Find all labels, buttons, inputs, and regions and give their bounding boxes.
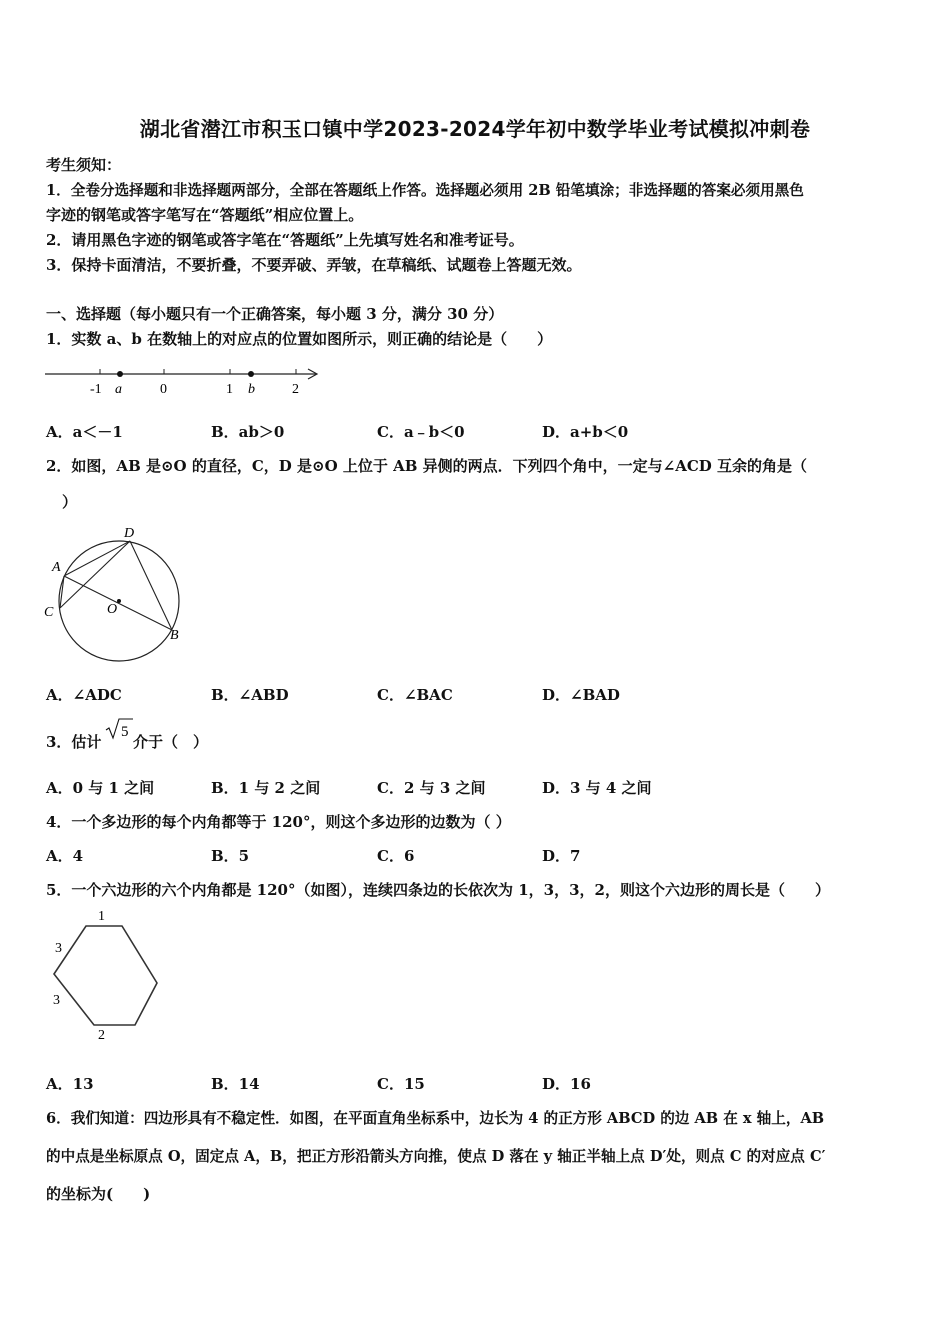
sqrt-5-expression [104, 716, 134, 742]
number-line-figure [40, 360, 330, 400]
q2-option-d[interactable]: D．∠BAD [542, 686, 620, 704]
q5-option-b[interactable]: B．14 [211, 1075, 260, 1093]
label-b: b [248, 382, 255, 397]
q2-option-c[interactable]: C．∠BAC [377, 686, 453, 704]
q1-option-a[interactable]: A．a＜－1 [46, 423, 123, 441]
side-label-left-1: 3 [55, 941, 62, 956]
chord-db [130, 541, 172, 630]
label-D: D [124, 526, 135, 541]
question-4-stem: 4．一个多边形的每个内角都等于 120°，则这个多边形的边数为（ ） [46, 813, 511, 831]
q4-option-d[interactable]: D．7 [542, 847, 581, 865]
q5-option-a[interactable]: A．13 [46, 1075, 94, 1093]
radical-sign-icon [106, 719, 133, 738]
tick-label-0: 0 [160, 382, 167, 397]
question-6-line-2: 的中点是坐标原点 O，固定点 A，B，把正方形沿箭头方向推，使点 D 落在 y 轴正半轴上点 D′处，则点 C 的对应点 C′ [46, 1148, 826, 1165]
question-1-stem: 1．实数 a、b 在数轴上的对应点的位置如图所示，则正确的结论是（ ） [46, 330, 553, 348]
q5-option-d[interactable]: D．16 [542, 1075, 591, 1093]
q1-option-b[interactable]: B．ab＞0 [211, 423, 285, 441]
q4-option-b[interactable]: B．5 [211, 847, 250, 865]
notice-line-2: 2．请用黑色字迹的钢笔或答字笔在“答题纸”上先填写姓名和准考证号。 [46, 231, 524, 249]
label-O: O [107, 602, 118, 617]
question-2-stem: 2．如图，AB 是⊙O 的直径，C，D 是⊙O 上位于 AB 异侧的两点．下列四个角中，一定与∠ACD 互余的角是（ [46, 457, 807, 475]
notice-line-3: 3．保持卡面清洁，不要折叠，不要弄破、弄皱，在草稿纸、试题卷上答题无效。 [46, 256, 582, 274]
chord-cd [60, 541, 130, 608]
point-b [248, 371, 254, 377]
question-3-pre: 3．估计 [46, 733, 102, 751]
notice-line-1b: 字迹的钢笔或答字笔写在“答题纸”相应位置上。 [46, 206, 364, 224]
label-a: a [115, 382, 122, 397]
diameter-ab [64, 576, 172, 630]
page-title: 湖北省潜江市积玉口镇中学2023-2024学年初中数学毕业考试模拟冲刺卷 [139, 117, 811, 141]
q1-option-d[interactable]: D．a+b＜0 [542, 423, 629, 441]
q3-option-a[interactable]: A．0 与 1 之间 [46, 779, 155, 797]
question-2-stem-end: ） [62, 493, 78, 511]
side-label-bottom: 2 [98, 1028, 105, 1043]
circle-figure [40, 520, 200, 670]
side-label-left-2: 3 [53, 993, 60, 1008]
q5-option-c[interactable]: C．15 [377, 1075, 425, 1093]
q3-option-c[interactable]: C．2 与 3 之间 [377, 779, 486, 797]
label-A: A [52, 560, 61, 575]
q4-option-c[interactable]: C．6 [377, 847, 415, 865]
tick-label-minus1: -1 [90, 382, 102, 397]
question-5-stem: 5．一个六边形的六个内角都是 120°（如图），连续四条边的长依次为 1，3，3，2，则这个六边形的周长是（ ） [46, 881, 830, 899]
tick-label-1: 1 [226, 382, 233, 397]
notice-line-1a: 1．全卷分选择题和非选择题两部分，全部在答题纸上作答。选择题必须用 2B 铅笔填涂；非选择题的答案必须用黑色 [46, 182, 804, 199]
hexagon-figure [44, 905, 162, 1045]
tick-label-2: 2 [292, 382, 299, 397]
label-C: C [44, 605, 54, 620]
side-label-top: 1 [98, 909, 105, 924]
section-heading: 一、选择题（每小题只有一个正确答案，每小题 3 分，满分 30 分） [46, 305, 504, 323]
question-6-line-1: 6．我们知道：四边形具有不稳定性．如图，在平面直角坐标系中，边长为 4 的正方形 ABCD 的边 AB 在 x 轴上，AB [46, 1110, 825, 1127]
center-o [117, 599, 121, 603]
q3-option-b[interactable]: B．1 与 2 之间 [211, 779, 321, 797]
hexagon-shape [54, 926, 157, 1025]
question-6-line-3: 的坐标为( ) [46, 1185, 151, 1203]
q3-option-d[interactable]: D．3 与 4 之间 [542, 779, 652, 797]
point-a [117, 371, 123, 377]
question-3-post: 介于（ ） [133, 733, 209, 751]
q2-option-b[interactable]: B．∠ABD [211, 686, 289, 704]
q4-option-a[interactable]: A．4 [46, 847, 84, 865]
q2-option-a[interactable]: A．∠ADC [46, 686, 122, 704]
label-B: B [170, 628, 179, 643]
chord-ad [64, 541, 130, 576]
q1-option-c[interactable]: C．a﹣b＜0 [377, 423, 465, 441]
radicand: 5 [121, 724, 129, 740]
notice-heading: 考生须知： [46, 156, 122, 174]
